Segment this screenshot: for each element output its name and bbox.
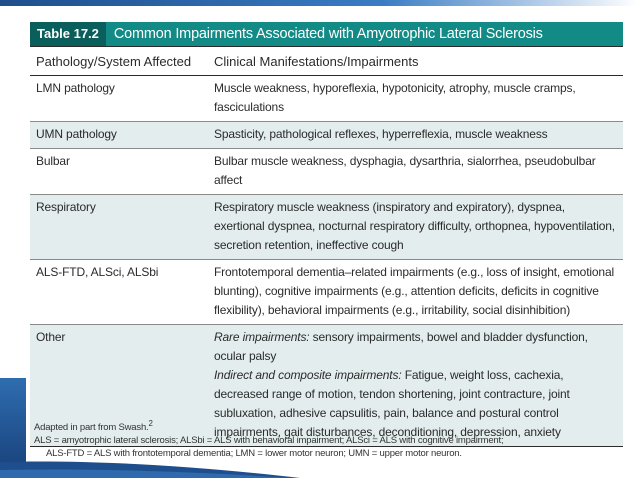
row-manifestations: Muscle weakness, hyporeflexia, hypotonicity, atrophy, muscle cramps, fasciculations [208,76,623,122]
row-system: ALS-FTD, ALSci, ALSbi [30,260,208,325]
table-row [30,195,623,260]
row-system: UMN pathology [30,122,208,149]
impairments-grid [30,46,623,447]
rare-impairments-text: sensory impairments, bowel and bladder dysfunction, ocular palsy [214,330,588,363]
column-header-manifestations: Clinical Manifestations/Impairments [208,47,623,76]
footnote-abbreviations-2: ALS-FTD = ALS with frontotemporal dementia; LMN = lower motor neuron; UMN = upper motor neuron. [46,448,462,460]
table-footnotes [34,417,594,460]
column-header-system: Pathology/System Affected [30,47,208,76]
table-header-row [30,47,623,76]
row-system: LMN pathology [30,76,208,122]
row-manifestations: Spasticity, pathological reflexes, hyperreflexia, muscle weakness [208,122,623,149]
slide-top-accent [0,0,638,6]
indirect-impairments-label: Indirect and composite impairments: [214,368,402,382]
row-system: Respiratory [30,195,208,260]
indirect-impairments-text: Fatigue, weight loss, cachexia, decreased range of motion, tendon shortening, joint contracture, joint subluxation, adhesive capsulitis, pain, balance and postural control impairments, gait disturbances, deconditioning, depression, anxiety [214,368,570,439]
rare-impairments-label: Rare impairments: [214,330,310,344]
slide-bottom-swoosh [0,456,300,478]
footnote-source [34,417,594,434]
table-title: Common Impairments Associated with Amyotrophic Lateral Sclerosis [113,26,543,42]
table-number: Table 17.2 [30,22,106,46]
footnote-abbreviations-1: ALS = amyotrophic lateral sclerosis; ALSbi = ALS with behavioral impairment; ALSci = ALS with cognitive impairment; [34,435,504,447]
footnote-source-ref: 2 [148,419,153,428]
table-title-bar [30,22,623,46]
table-row [30,76,623,122]
row-manifestations: Bulbar muscle weakness, dysphagia, dysarthria, sialorrhea, pseudobulbar affect [208,149,623,195]
row-system: Other [30,325,208,447]
table-row [30,149,623,195]
row-system: Bulbar [30,149,208,195]
table-row [30,122,623,149]
impairments-table [30,22,623,447]
row-manifestations: Frontotemporal dementia–related impairments (e.g., loss of insight, emotional blunting), cognitive impairments (e.g., attention deficits, deficits in cognitive flexibility), behavioral impairments (e.g., irritability, social disinhibition) [208,260,623,325]
row-manifestations: Respiratory muscle weakness (inspiratory and expiratory), dyspnea, exertional dyspnea, nocturnal respiratory difficulty, orthopnea, hypoventilation, secretion retention, ineffective cough [208,195,623,260]
footnote-source-text: Adapted in part from Swash. [34,422,149,434]
table-row [30,260,623,325]
